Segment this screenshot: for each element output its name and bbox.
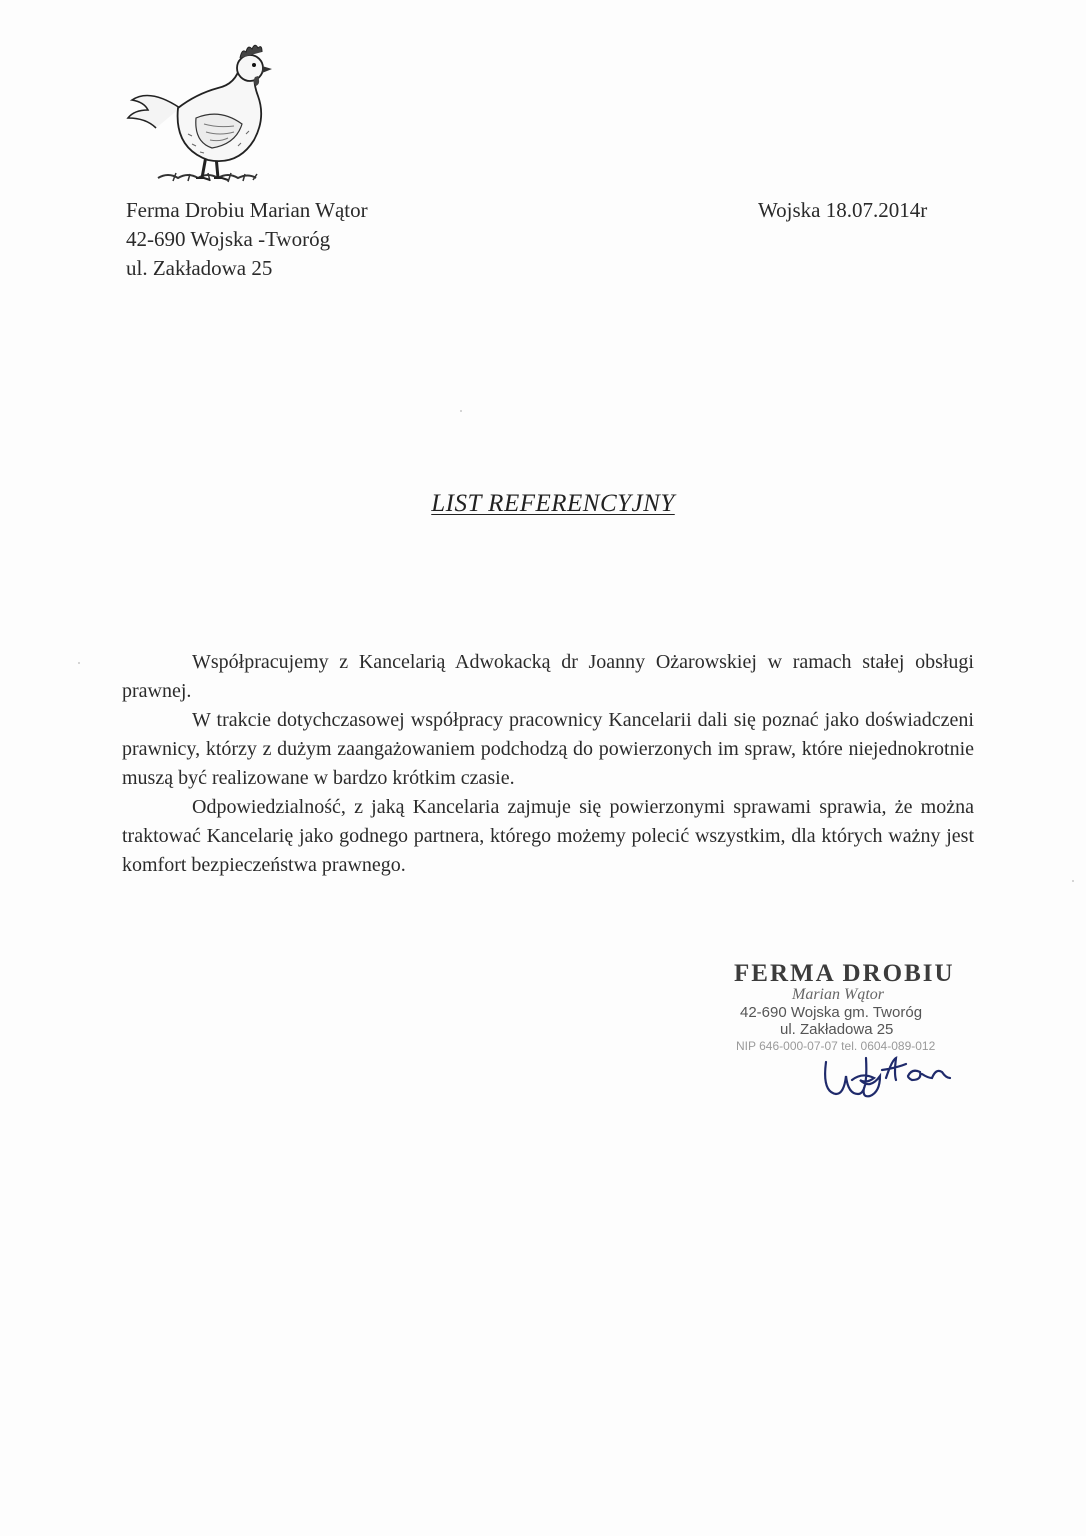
sender-street: ul. Zakładowa 25: [126, 256, 273, 280]
sender-name: Ferma Drobiu Marian Wątor: [126, 198, 368, 222]
signature-image: [812, 1040, 962, 1100]
letter-date: Wojska 18.07.2014r: [758, 198, 928, 222]
paragraph-1: Współpracujemy z Kancelarią Adwokacką dr Joanny Ożarowskiej w ramach stałej obsługi prawnej.: [122, 651, 974, 702]
stamp-address-line: 42-690 Wojska gm. Tworóg: [740, 1004, 923, 1021]
stamp-title: FERMA DROBIU: [734, 960, 955, 987]
paragraph-3: Odpowiedzialność, z jaką Kancelaria zajmuje się powierzonymi sprawami sprawia, że można traktować Kancelarię jako godnego partnera, którego możemy polecić wszystkim, dla których ważny jest komfort bezpieczeństwa prawnego.: [122, 796, 974, 876]
scan-speck: [1072, 880, 1074, 882]
hen-icon: [118, 38, 288, 193]
letter-body: [122, 648, 974, 880]
sender-postal: 42-690 Wojska -Tworóg: [126, 227, 331, 251]
stamp-street-line: ul. Zakładowa 25: [780, 1021, 894, 1038]
scan-speck: [78, 662, 80, 664]
paragraph-2: W trakcie dotychczasowej współpracy pracownicy Kancelarii dali się poznać jako doświadczeni prawnicy, którzy z dużym zaangażowaniem podchodzą do powierzonych im spraw, które niejednokrotnie muszą być realizowane w bardzo krótkim czasie.: [122, 709, 974, 789]
sender-address: [126, 196, 368, 283]
stamp-owner-name: Marian Wątor: [792, 986, 884, 1003]
letter-title: LIST REFERENCYJNY: [431, 490, 675, 517]
scan-speck: [460, 410, 462, 412]
stamp-nip-line: NIP 646-000-07-07 tel. 0604-089-012: [736, 1039, 936, 1053]
